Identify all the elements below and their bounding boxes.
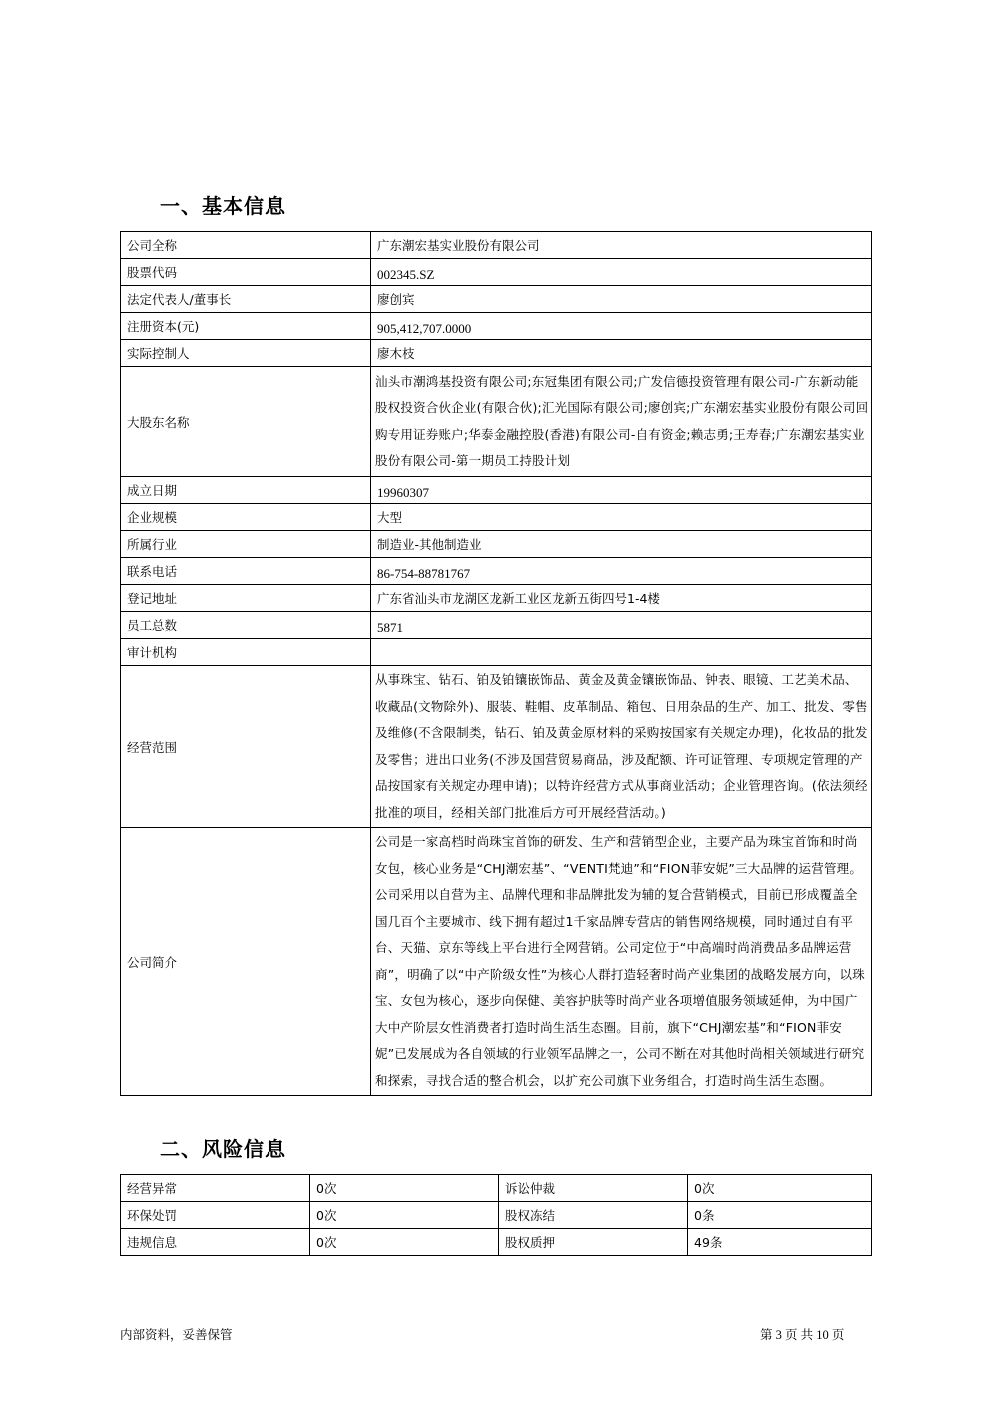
field-label: 员工总数	[121, 612, 371, 639]
risk-label: 诉讼仲裁	[499, 1175, 688, 1202]
field-value: 广东潮宏基实业股份有限公司	[371, 232, 872, 259]
section-title-risk-info: 二、风险信息	[160, 1137, 286, 1161]
field-label: 登记地址	[121, 585, 371, 612]
risk-value: 49条	[688, 1229, 872, 1256]
field-value: 从事珠宝、钻石、铂及铂镶嵌饰品、黄金及黄金镶嵌饰品、钟表、眼镜、工艺美术品、收藏品(文物除外)、服装、鞋帽、皮革制品、箱包、日用杂品的生产、加工、批发、零售及维修(不含限制类，钻石、铂及黄金原材料的采购按国家有关规定办理)，化妆品的批发及零售；进出口业务(不涉及国营贸易商品，涉及配额、许可证管理、专项规定管理的产品按国家有关规定办理申请)；以特许经营方式从事商业活动；企业管理咨询。(依法须经批准的项目，经相关部门批准后方可开展经营活动。)	[371, 666, 872, 828]
field-label: 公司简介	[121, 828, 371, 1096]
table-row	[121, 558, 872, 585]
risk-value: 0次	[310, 1229, 499, 1256]
table-row	[121, 1202, 872, 1229]
page-prefix: 第	[760, 1328, 773, 1342]
field-value: 5871	[371, 612, 872, 639]
table-row	[121, 477, 872, 504]
table-row	[121, 531, 872, 558]
field-label: 联系电话	[121, 558, 371, 585]
field-value: 002345.SZ	[371, 259, 872, 286]
field-value: 汕头市潮鸿基投资有限公司;东冠集团有限公司;广发信德投资管理有限公司-广东新动能股权投资合伙企业(有限合伙);汇光国际有限公司;廖创宾;广东潮宏基实业股份有限公司回购专用证券账户;华泰金融控股(香港)有限公司-自有资金;赖志勇;王寿春;广东潮宏基实业股份有限公司-第一期员工持股计划	[371, 367, 872, 477]
field-label: 经营范围	[121, 666, 371, 828]
field-value: 86-754-88781767	[371, 558, 872, 585]
table-row	[121, 286, 872, 313]
field-value: 905,412,707.0000	[371, 313, 872, 340]
field-value: 大型	[371, 504, 872, 531]
table-row	[121, 639, 872, 666]
field-value: 广东省汕头市龙湖区龙新工业区龙新五街四号1-4楼	[371, 585, 872, 612]
field-value	[371, 639, 872, 666]
basic-info-table	[120, 231, 872, 1096]
risk-label: 环保处罚	[121, 1202, 310, 1229]
table-row	[121, 232, 872, 259]
table-row	[121, 612, 872, 639]
risk-label: 股权质押	[499, 1229, 688, 1256]
table-row	[121, 340, 872, 367]
section-title-basic-info: 一、基本信息	[160, 194, 286, 218]
risk-value: 0次	[688, 1175, 872, 1202]
table-row	[121, 585, 872, 612]
field-label: 成立日期	[121, 477, 371, 504]
footer-confidential-note: 内部资料，妥善保管	[120, 1327, 233, 1342]
table-row	[121, 1175, 872, 1202]
page-total: 10	[816, 1328, 829, 1342]
risk-info-table	[120, 1174, 872, 1256]
field-label: 公司全称	[121, 232, 371, 259]
risk-label: 经营异常	[121, 1175, 310, 1202]
table-row	[121, 1229, 872, 1256]
field-label: 审计机构	[121, 639, 371, 666]
risk-label: 股权冻结	[499, 1202, 688, 1229]
table-row	[121, 504, 872, 531]
risk-label: 违规信息	[121, 1229, 310, 1256]
table-row	[121, 666, 872, 828]
risk-value: 0次	[310, 1175, 499, 1202]
field-label: 注册资本(元)	[121, 313, 371, 340]
field-label: 企业规模	[121, 504, 371, 531]
footer-page-number	[760, 1325, 844, 1343]
field-label: 股票代码	[121, 259, 371, 286]
field-value: 公司是一家高档时尚珠宝首饰的研发、生产和营销型企业，主要产品为珠宝首饰和时尚女包，核心业务是“CHJ潮宏基”、“VENTI梵迪”和“FION菲安妮”三大品牌的运营管理。公司采用以自营为主、品牌代理和非品牌批发为辅的复合营销模式，目前已形成覆盖全国几百个主要城市、线下拥有超过1千家品牌专营店的销售网络规模，同时通过自有平台、天猫、京东等线上平台进行全网营销。公司定位于“中高端时尚消费品多品牌运营商”，明确了以“中产阶级女性”为核心人群打造轻奢时尚产业集团的战略发展方向，以珠宝、女包为核心，逐步向保健、美容护肤等时尚产业各项增值服务领域延伸，为中国广大中产阶层女性消费者打造时尚生活生态圈。目前，旗下“CHJ潮宏基”和“FION菲安妮”已发展成为各自领域的行业领军品牌之一，公司不断在对其他时尚相关领域进行研究和探索，寻找合适的整合机会，以扩充公司旗下业务组合，打造时尚生活生态圈。	[371, 828, 872, 1096]
risk-value: 0次	[310, 1202, 499, 1229]
field-label: 所属行业	[121, 531, 371, 558]
page-mid: 页 共	[785, 1328, 814, 1342]
risk-value: 0条	[688, 1202, 872, 1229]
field-label: 大股东名称	[121, 367, 371, 477]
page-current: 3	[775, 1328, 782, 1342]
field-value: 廖创宾	[371, 286, 872, 313]
table-row	[121, 828, 872, 1096]
field-label: 法定代表人/董事长	[121, 286, 371, 313]
field-value: 19960307	[371, 477, 872, 504]
field-value: 制造业-其他制造业	[371, 531, 872, 558]
table-row	[121, 259, 872, 286]
table-row	[121, 367, 872, 477]
table-row	[121, 313, 872, 340]
field-value: 廖木枝	[371, 340, 872, 367]
field-label: 实际控制人	[121, 340, 371, 367]
page-suffix: 页	[831, 1328, 845, 1342]
